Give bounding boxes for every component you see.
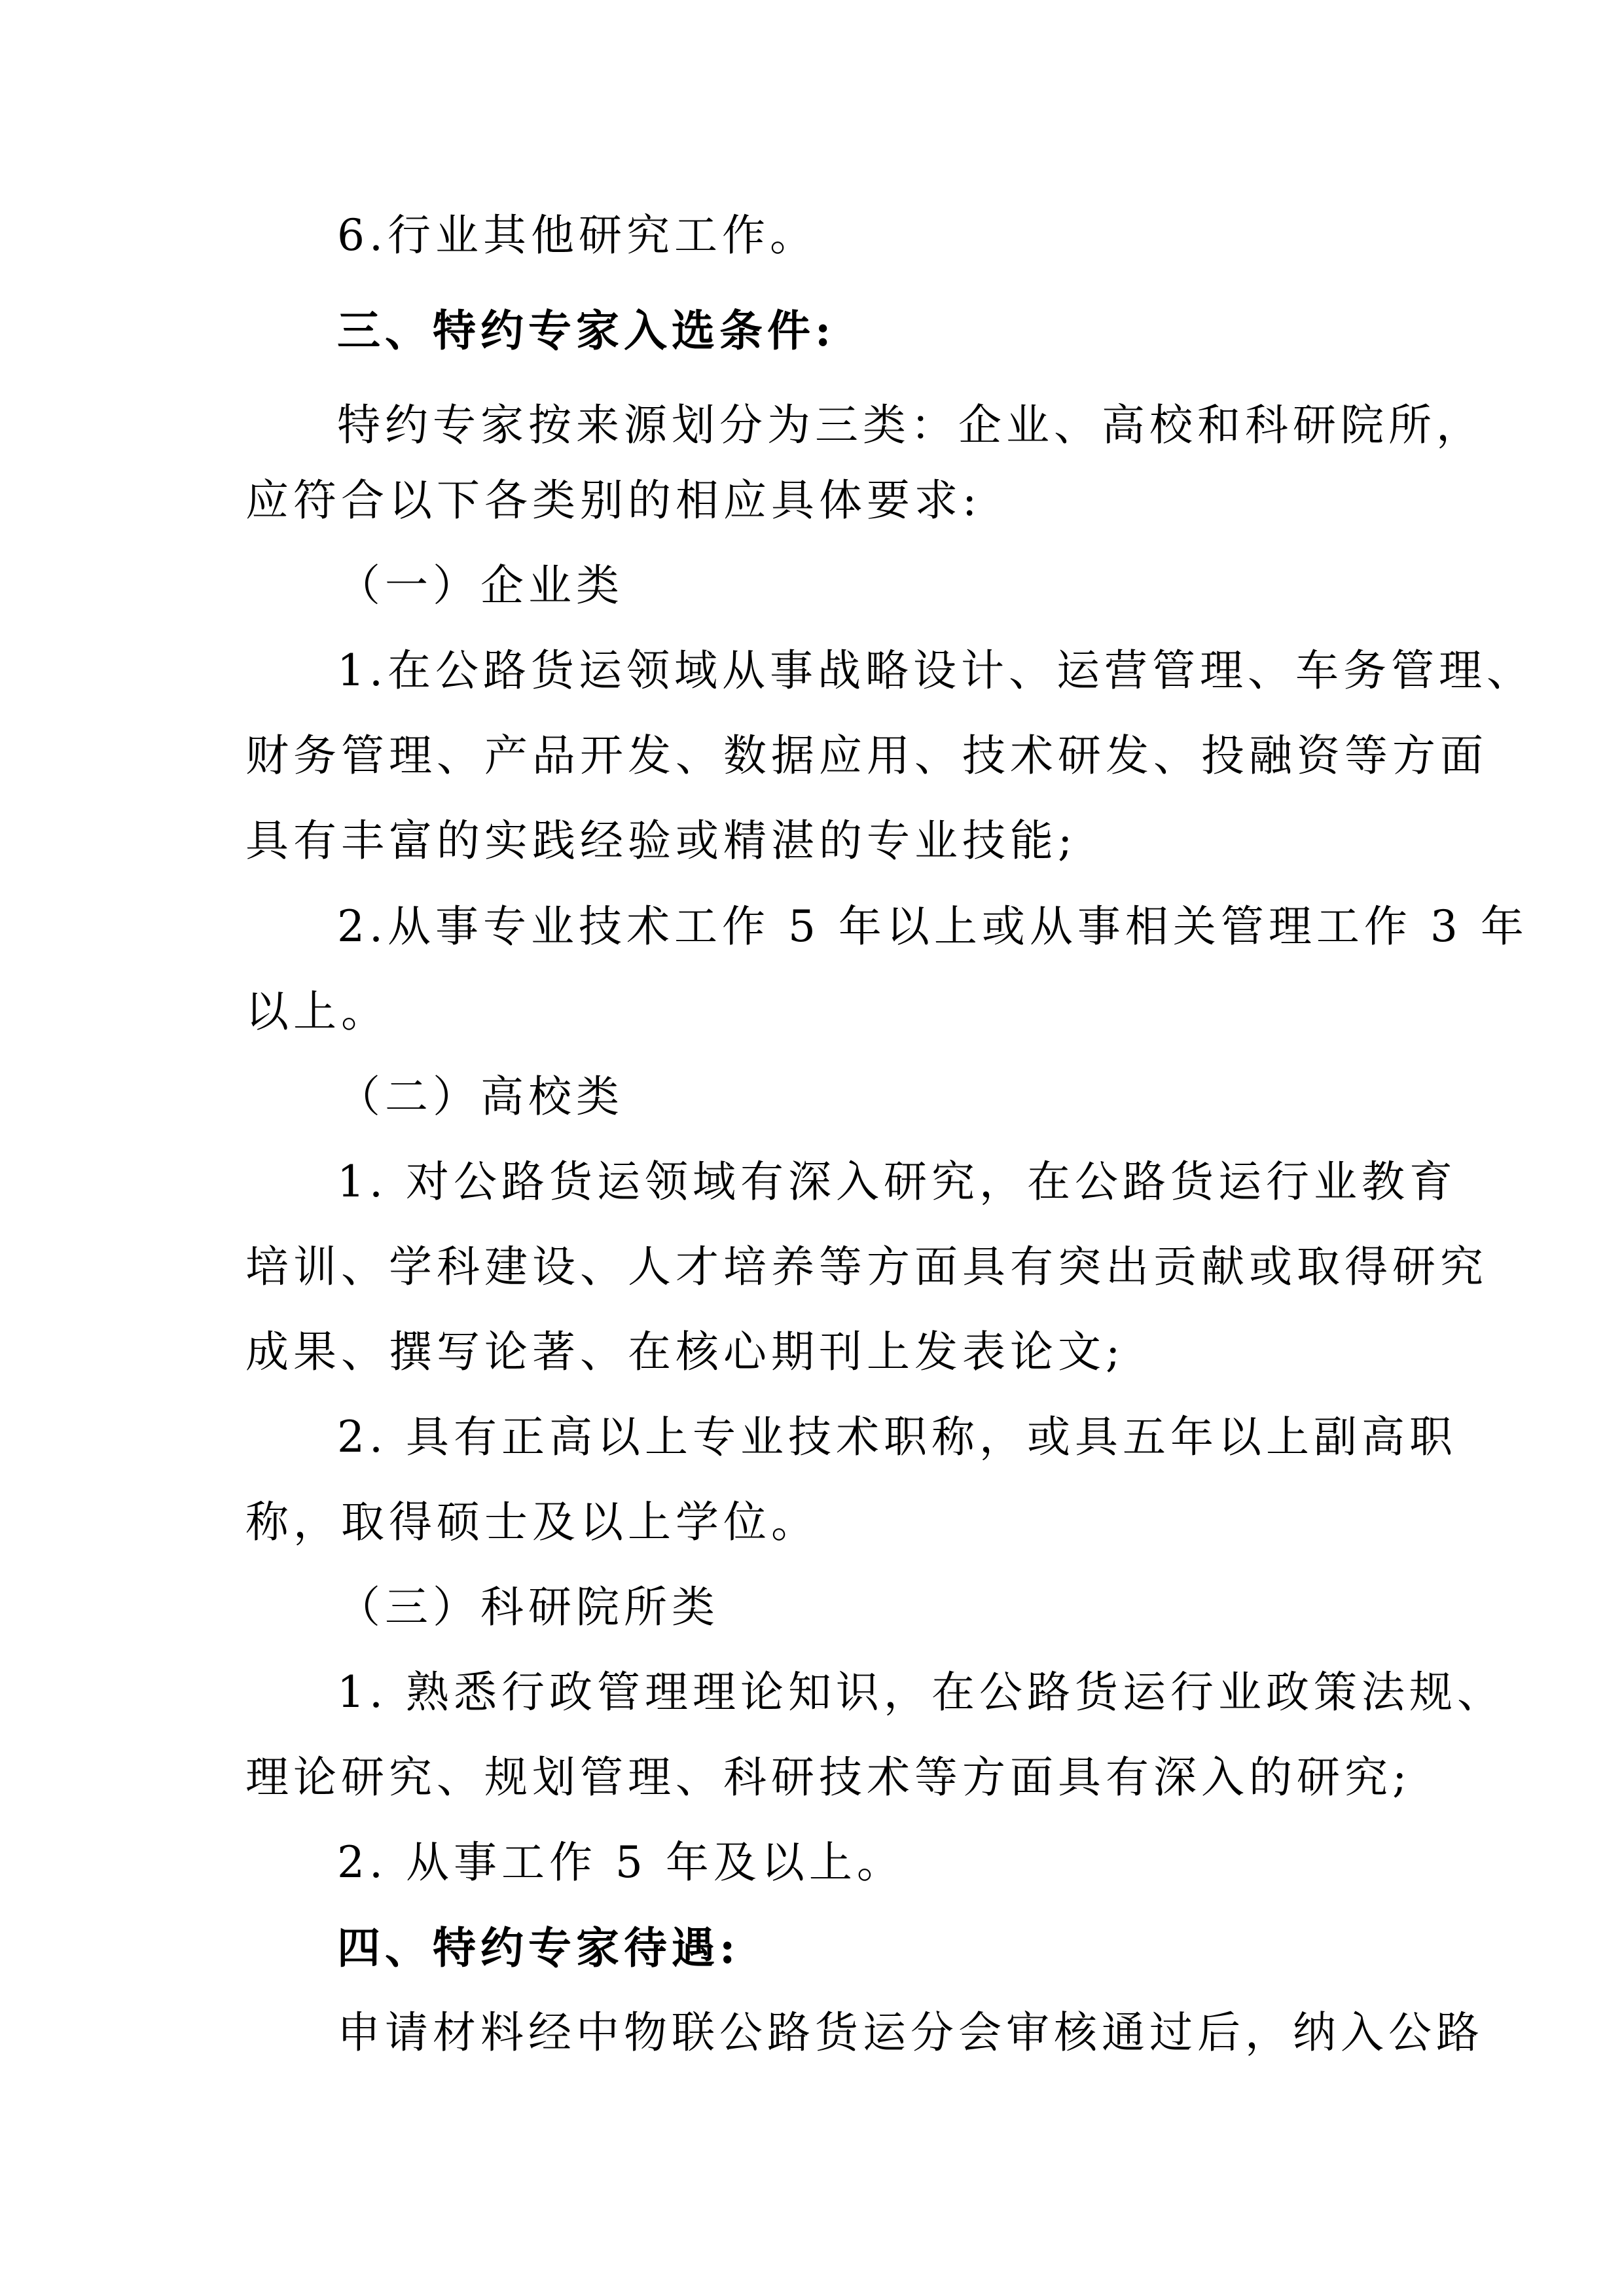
body-line: 1. 对公路货运领域有深入研究，在公路货运行业教育 xyxy=(337,1157,1457,1207)
subsection-heading: （三）科研院所类 xyxy=(337,1582,719,1632)
body-line: 财务管理、产品开发、数据应用、技术研发、投融资等方面 xyxy=(245,730,1488,781)
body-line: 理论研究、规划管理、科研技术等方面具有深入的研究; xyxy=(245,1752,1412,1803)
body-line: 申请材料经中物联公路货运分会审核通过后，纳入公路 xyxy=(337,2007,1484,2058)
body-line: 6.行业其他研究工作。 xyxy=(337,210,818,260)
body-line: 2.从事专业技术工作 5 年以上或从事相关管理工作 3 年 xyxy=(337,901,1528,952)
body-line: 成果、撰写论著、在核心期刊上发表论文; xyxy=(245,1327,1125,1377)
subsection-heading: （二）高校类 xyxy=(337,1071,624,1122)
body-line: 以上。 xyxy=(245,986,389,1037)
body-line: 1. 熟悉行政管理理论知识，在公路货运行业政策法规、 xyxy=(337,1667,1505,1717)
section-heading: 四、特约专家待遇: xyxy=(337,1922,740,1973)
body-line: 称，取得硕士及以上学位。 xyxy=(245,1497,819,1547)
section-heading: 三、特约专家入选条件: xyxy=(337,305,836,356)
body-line: 特约专家按来源划分为三类：企业、高校和科研院所， xyxy=(337,400,1484,450)
body-line: 1.在公路货运领域从事战略设计、运营管理、车务管理、 xyxy=(337,645,1534,696)
subsection-heading: （一）企业类 xyxy=(337,560,624,611)
body-line: 培训、学科建设、人才培养等方面具有突出贡献或取得研究 xyxy=(245,1242,1488,1292)
body-line: 应符合以下各类别的相应具体要求: xyxy=(245,475,982,526)
body-line: 2. 从事工作 5 年及以上。 xyxy=(337,1837,905,1888)
body-line: 2. 具有正高以上专业技术职称，或具五年以上副高职 xyxy=(337,1412,1457,1462)
body-line: 具有丰富的实践经验或精湛的专业技能; xyxy=(245,816,1077,866)
